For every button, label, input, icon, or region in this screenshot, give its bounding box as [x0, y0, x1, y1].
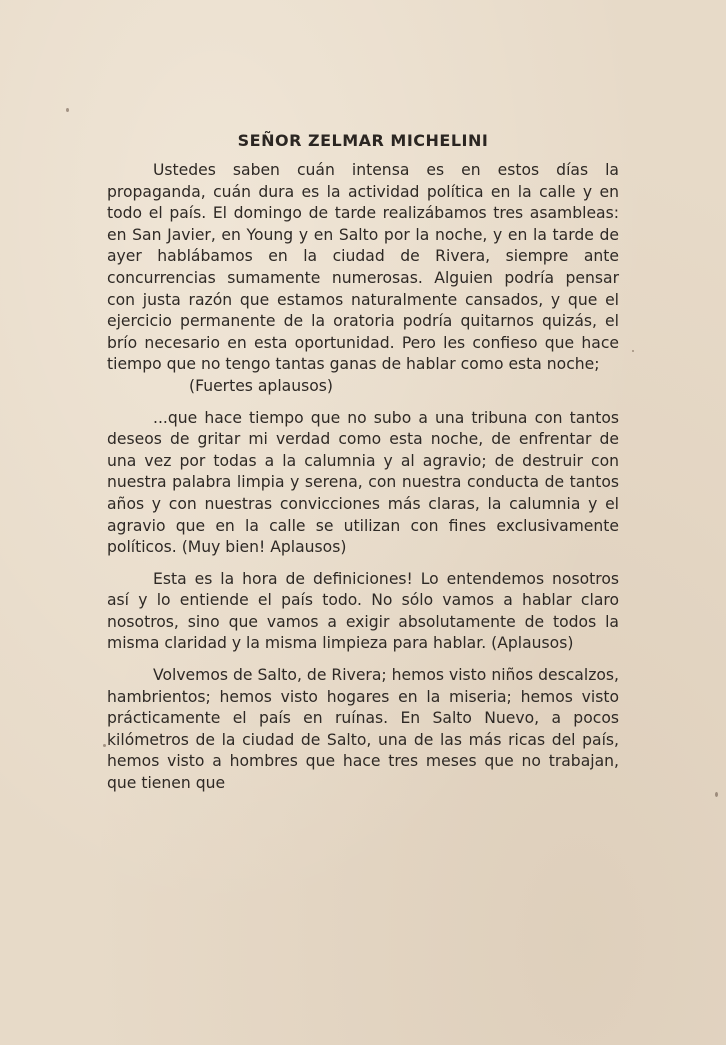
- paragraph-4: Volvemos de Salto, de Rivera; hemos visto niños descalzos, hambrientos; hemos visto hogares en la miseria; hemos visto prácticamente el país en ruínas. En Salto Nuevo, a pocos kilómetros de la ciudad de Salto, una de las más ricas del país, hemos visto a hombres que hace tres meses que no trabajan, que tienen que: [107, 666, 619, 793]
- paragraph-1: Ustedes saben cuán intensa es en estos días la propaganda, cuán dura es la actividad política en la calle y en todo el país. El domingo de tarde realizábamos tres asambleas: en San Javier, en Young y en Salto por la noche, y en la tarde de ayer hablábamos en la ciudad de Rivera, siempre ante concurrencias sumamente numerosas. Alguien podría pensar con justa razón que estamos naturalmente cansados, y que el ejercicio permanente de la oratoria podría quitarnos quizás, el brío necesario en esta oportunidad. Pero les confieso que hace tiempo que no tengo tantas ganas de hablar como esta noche;: [107, 161, 619, 374]
- paragraph-3: Esta es la hora de definiciones! Lo entendemos nosotros así y lo entiende el país todo. No sólo vamos a hablar claro nosotros, sino que vamos a exigir absolutamente de todos la misma claridad y la misma limpieza para hablar. (Aplausos): [107, 569, 619, 653]
- applause-note: (Fuertes aplausos): [189, 376, 333, 395]
- paper-speck: [715, 792, 718, 797]
- speaker-title: SEÑOR ZELMAR MICHELINI: [237, 131, 489, 150]
- paper-speck: [66, 108, 69, 112]
- paper-speck: [103, 744, 106, 747]
- paper-speck: [632, 350, 634, 352]
- paragraph-2: ...que hace tiempo que no subo a una tribuna con tantos deseos de gritar mi verdad como esta noche, de enfrentar de una vez por todas a la calumnia y al agravio; de destruir con nuestra palabra limpia y serena, con nuestra conducta de tantos años y con nuestras convicciones más claras, la calumnia y el agravio que en la calle se utilizan con fines exclusivamente políticos. (Muy bien! Aplausos): [107, 408, 619, 557]
- speech-body: [107, 160, 619, 795]
